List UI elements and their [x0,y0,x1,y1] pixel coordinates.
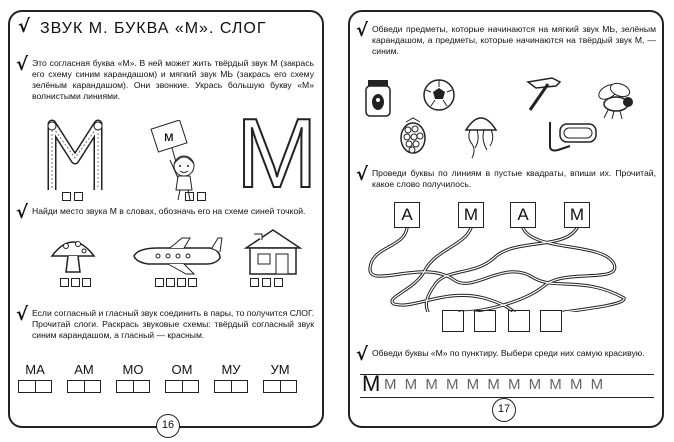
sound-box[interactable] [250,278,259,287]
sound-box[interactable] [82,278,91,287]
check-icon: √ [16,54,29,75]
empty-answer-box[interactable] [474,310,496,332]
syllable-label: ОМ [171,362,193,377]
fly-icon [590,78,640,122]
check-icon: √ [356,344,369,365]
house-icon [242,226,304,276]
raspberry-icon [398,116,428,156]
sound-box[interactable] [197,192,206,201]
jar-icon [364,78,392,118]
hammer-icon [522,74,566,112]
mask-icon [546,120,602,154]
check-icon: √ [16,202,29,223]
big-letter-m[interactable]: М [236,98,318,208]
sign-letter: м [164,128,174,144]
ball-icon [422,78,456,112]
right-page [348,10,664,428]
sound-box[interactable] [177,278,186,287]
maze-letter-box: М [458,202,484,228]
task3-text: Обведи буквы «М» по пунктиру. Выбери среди них самую красивую. [372,348,645,358]
empty-answer-box[interactable] [442,310,464,332]
sound-box[interactable] [166,278,175,287]
mushroom-icon [48,232,98,276]
page-number: 16 [156,414,180,438]
jellyfish-icon [462,112,500,160]
trace-first-letter: М [362,371,381,396]
girl-icon [130,120,214,202]
maze-letter-box: А [510,202,536,228]
task2-text: Найди место звука М в словах, обозначь его на схеме синей точкой. [32,206,306,216]
page-title: ЗВУК М. БУКВА «М». СЛОГ [40,20,267,37]
check-icon: √ [16,304,29,325]
syllable-scheme[interactable] [214,380,248,393]
sound-box[interactable] [185,192,194,201]
task2-text: Проведи буквы по линиям в пустые квадраты, впиши их. Прочитай, какое слово получилось. [372,168,656,189]
syllable-label: АМ [74,362,94,377]
empty-answer-box[interactable] [540,310,562,332]
check-icon: √ [18,16,31,37]
syllable-scheme[interactable] [116,380,150,393]
sound-box[interactable] [274,278,283,287]
trace-letters[interactable]: М М М М М М М М М М М [384,376,606,393]
syllable-label: МА [25,362,45,377]
check-icon: √ [356,164,369,185]
airplane-icon [128,236,224,276]
sound-box[interactable] [188,278,197,287]
sound-box[interactable] [62,192,71,201]
sound-box[interactable] [262,278,271,287]
sound-box[interactable] [155,278,164,287]
syllable-scheme[interactable] [67,380,101,393]
sound-box[interactable] [71,278,80,287]
task1-text: Это согласная буква «М». В ней может жить твёрдый звук М (закрась его схему синим карандашом) и мягкий звук МЬ (закрась его схему зелёным карандашом). Они звонкие. Укрась большую букву «М» волнистыми линиями. [32,58,314,101]
maze-letter-box: А [394,202,420,228]
page-number: 17 [492,398,516,422]
syllable-label: МУ [221,362,241,377]
task1-text: Обведи предметы, которые начинаются на мягкий звук МЬ, зелёным карандашом, а предметы, которые начинаются на твёрдый звук М, — синим. [372,24,656,56]
sound-box[interactable] [60,278,69,287]
left-page [8,10,324,431]
letter-m-trace-icon [46,118,104,198]
syllable-label: МО [122,362,144,377]
syllable-scheme[interactable] [165,380,199,393]
check-icon: √ [356,20,369,41]
syllable-scheme[interactable] [263,380,297,393]
maze-letter-box: М [564,202,590,228]
sound-box[interactable] [74,192,83,201]
empty-answer-box[interactable] [508,310,530,332]
task3-text: Если согласный и гласный звук соединить в пары, то получится СЛОГ. Прочитай слоги. Раскрась звуковые схемы: твёрдый согласный звук синим карандашом, а гласный — красным. [32,308,314,340]
syllable-scheme[interactable] [18,380,52,393]
maze-lines [364,228,636,312]
syllable-label: УМ [270,362,290,377]
